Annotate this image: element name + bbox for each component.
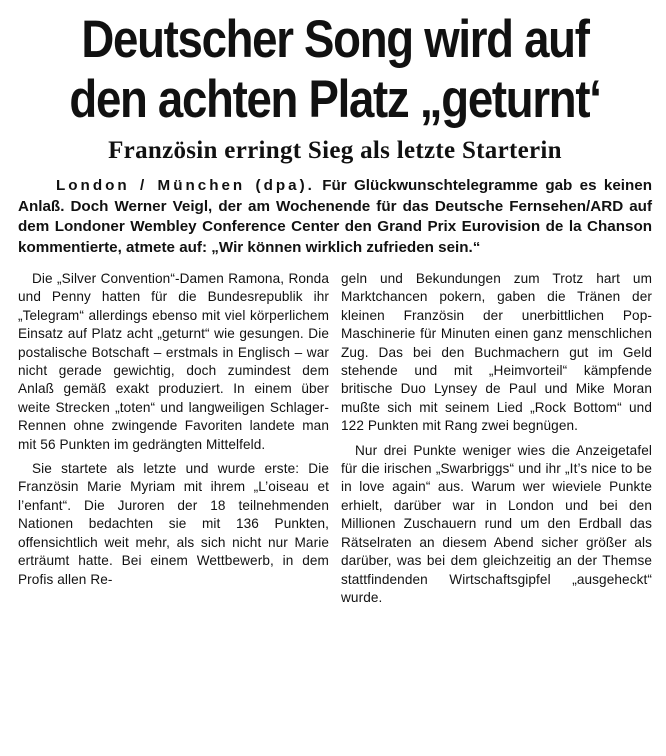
headline-line-2: den achten Platz „geturnt‘	[69, 70, 601, 129]
body-paragraph: Sie startete als letzte und wurde erste: Die Französin Marie Myriam mit ihrem „L’oiseau et l’enfant“. Die Juroren der 18 teilnehmenden Nationen bedachten sie mit 136 Punkten, offensichtlich weit mehr, als sich nicht nur Marie erträumt hatte. Bei einem Wettbewerb, in dem Profis allen Re-	[18, 461, 329, 587]
headline-line-1: Deutscher Song wird auf	[81, 10, 589, 69]
column-right	[341, 270, 652, 607]
dateline: London / München (dpa).	[56, 177, 315, 194]
headline	[62, 10, 607, 130]
lead-paragraph	[18, 176, 652, 258]
body-paragraph: geln und Bekundungen zum Trotz hart um Marktchancen pokern, gaben die Tränen der kleinen Französin der unerbittlichen Pop-Maschinerie für Minuten einen ganz menschlichen Zug. Das bei den Buchmachern gut im Geld stehende und mit „Heimvorteil“ kämpfende britische Duo Lynsey de Paul und Mike Moran mußte sich mit seinem Lied „Rock Bottom“ und 122 Punkten mit Rang zwei begnügen.	[341, 271, 652, 434]
subheadline: Französin erringt Sieg als letzte Starterin	[108, 137, 562, 164]
body-paragraph: Nur drei Punkte weniger wies die Anzeigetafel für die irischen „Swarbriggs“ und ihr „It’s nice to be in love again“ aus. Warum wer wieviele Punkte erhielt, darüber war in London und bei den Millionen Zuschauern rund um den Erdball das Rätselraten an diesem Abend sicher größer als darüber, was bei dem gleichzeitig an der Themse stattfindenden Wirtschaftsgipfel „ausgeheckt“ wurde.	[341, 442, 652, 605]
body-paragraph: Die „Silver Convention“-Damen Ramona, Ronda und Penny hatten für die Bundesrepublik ihr „Telegram“ allerdings ebenso mit viel körperlichem Einsatz auf Platz acht „geturnt“ wie gesungen. Die postalische Botschaft – erstmals in Englisch – war nicht gerade gewichtig, doch zumindest dem Anlaß gemäß exakt produziert. In einem über weite Strecken „toten“ und langweiligen Schlager-Rennen ohne zwingende Favoriten landete man mit 56 Punkten im gedrängten Mittelfeld.	[18, 271, 329, 452]
column-left	[18, 270, 329, 607]
lead-text: Für Glückwunschtelegramme gab es keinen Anlaß. Doch Werner Veigl, der am Wochenende für das Deutsche Fernsehen/ARD auf dem Londoner Wembley Conference Center den Grand Prix Eurovision de la Chanson kommentierte, atmete auf: „Wir können wirklich zufrieden sein.“	[18, 177, 652, 256]
body-columns	[18, 270, 652, 607]
